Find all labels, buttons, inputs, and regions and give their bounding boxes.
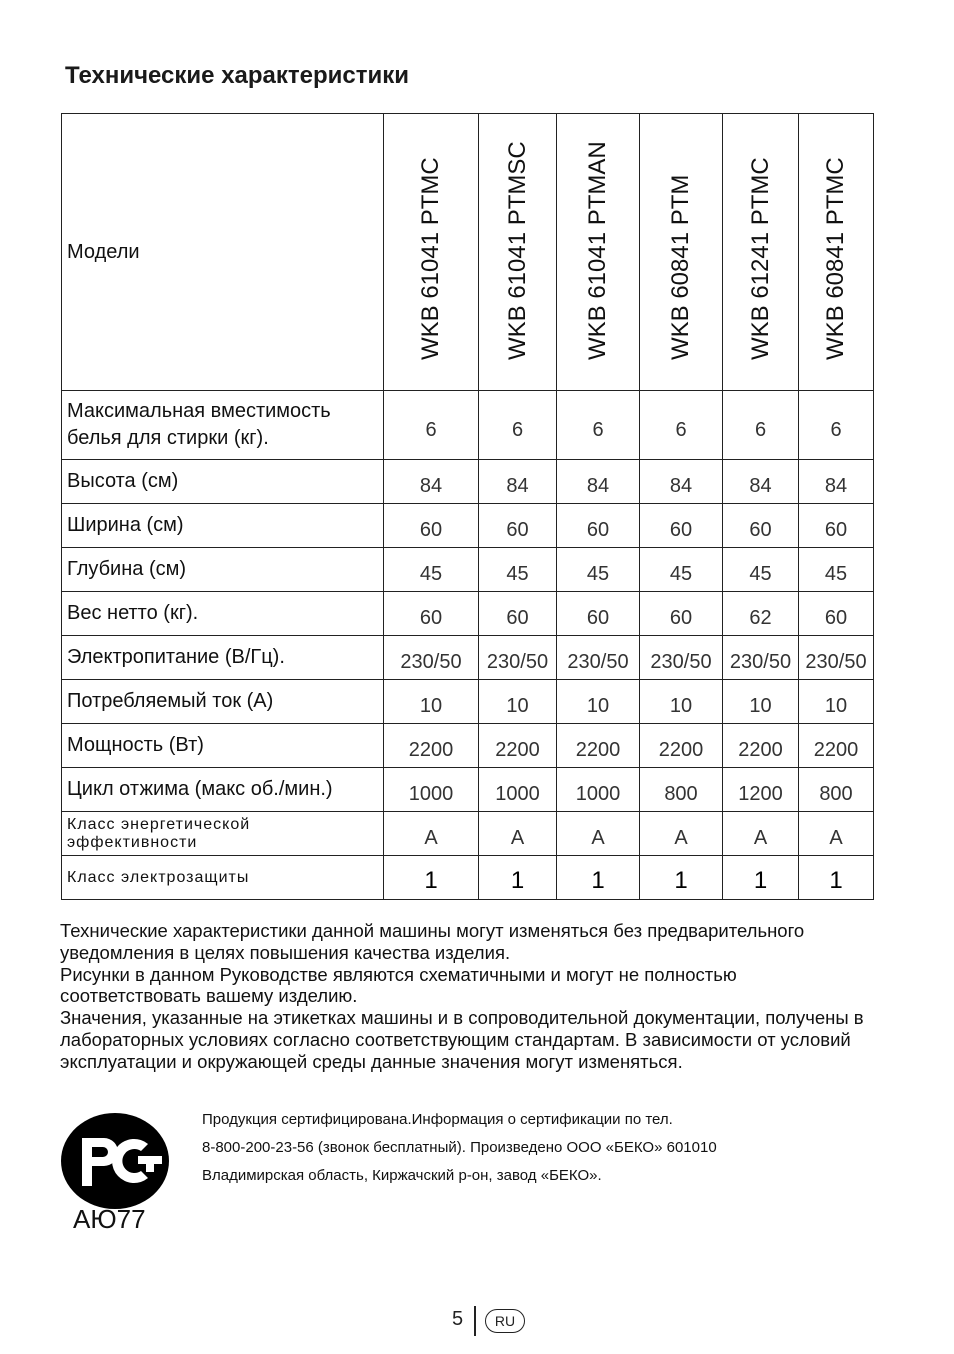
table-row [62,768,874,812]
cell-value: 1 [799,856,874,900]
table-row [62,460,874,504]
cell-value: 84 [799,460,874,504]
cell-value: 2200 [723,724,799,768]
table-row [62,680,874,724]
cell-value: 84 [557,460,640,504]
cell-value: 1 [640,856,723,900]
cell-value: 6 [723,391,799,460]
cell-value: 60 [799,504,874,548]
page-number: 5 [452,1308,464,1330]
cell-value: 2200 [799,724,874,768]
row-label: Высота (см) [62,460,384,504]
cell-value: 60 [384,592,479,636]
cell-value: 1000 [479,768,557,812]
certification-line: Владимирская область, Киржачский р-он, завод «БЕКО». [202,1167,602,1184]
cell-value: 84 [479,460,557,504]
cell-value: 230/50 [384,636,479,680]
cell-value: 1200 [723,768,799,812]
cell-value: A [384,812,479,856]
table-row [62,812,874,856]
certification-code: АЮ77 [73,1204,146,1234]
page-title: Технические характеристики [65,62,410,89]
model-name: WKB 60841 PTMC [822,157,849,360]
cell-value: 45 [799,548,874,592]
certification-line: 8-800-200-23-56 (звонок бесплатный). Произведено ООО «БЕКО» 601010 [202,1139,717,1156]
cell-value: A [799,812,874,856]
row-label: Класс электрозащиты [62,856,384,900]
cell-value: 2200 [479,724,557,768]
cell-value: A [640,812,723,856]
cell-value: A [557,812,640,856]
specifications-table [61,113,874,900]
cell-value: 60 [723,504,799,548]
cell-value: 230/50 [479,636,557,680]
table-row [62,636,874,680]
cell-value: 60 [384,504,479,548]
cell-value: 10 [723,680,799,724]
cell-value: A [723,812,799,856]
cell-value: 230/50 [640,636,723,680]
cell-value: 60 [479,504,557,548]
cell-value: 1 [479,856,557,900]
cell-value: 230/50 [723,636,799,680]
cell-value: 60 [640,504,723,548]
model-column-header [640,114,723,391]
cell-value: 45 [557,548,640,592]
cell-value: 1 [723,856,799,900]
cell-value: 1000 [384,768,479,812]
rostest-certification-icon [60,1112,170,1210]
cell-value: 62 [723,592,799,636]
table-row [62,391,874,460]
cell-value: A [479,812,557,856]
cell-value: 60 [557,504,640,548]
model-name: WKB 61041 PTMC [417,157,444,360]
note-paragraph: Технические характеристики данной машины могут изменяться без предварительного уведомления в целях повышения качества изделия. [60,920,805,963]
cell-value: 10 [479,680,557,724]
cell-value: 45 [640,548,723,592]
row-label: Вес нетто (кг). [62,592,384,636]
cell-value: 60 [479,592,557,636]
cell-value: 230/50 [799,636,874,680]
cell-value: 6 [479,391,557,460]
cell-value: 45 [723,548,799,592]
row-label: Класс энергетической эффективности [62,812,384,856]
cell-value: 6 [799,391,874,460]
certification-info [202,1106,717,1190]
cell-value: 2200 [557,724,640,768]
cell-value: 6 [557,391,640,460]
cell-value: 60 [640,592,723,636]
row-label: Мощность (Вт) [62,724,384,768]
cell-value: 1000 [557,768,640,812]
cell-value: 10 [799,680,874,724]
cell-value: 60 [799,592,874,636]
table-row [62,504,874,548]
model-column-header [479,114,557,391]
cell-value: 10 [557,680,640,724]
cell-value: 800 [799,768,874,812]
table-row [62,856,874,900]
cell-value: 84 [640,460,723,504]
cell-value: 6 [640,391,723,460]
cell-value: 2200 [640,724,723,768]
table-header-row [62,114,874,391]
row-label: Электропитание (В/Гц). [62,636,384,680]
cell-value: 84 [384,460,479,504]
cell-value: 6 [384,391,479,460]
note-paragraph: Значения, указанные на этикетках машины и в сопроводительной документации, получены в лабораторных условиях согласно соответствующим стандартам. В зависимости от условий эксплуатации и окружающей среды данные значения могут изменяться. [60,1007,864,1072]
cell-value: 1 [557,856,640,900]
row-label: Ширина (см) [62,504,384,548]
row-label: Максимальная вместимость белья для стирки (кг). [62,391,384,460]
technical-notes [60,920,880,1073]
cell-value: 10 [384,680,479,724]
table-row [62,548,874,592]
certification-line: Продукция сертифицирована.Информация о сертификации по тел. [202,1111,673,1128]
model-name: WKB 61241 PTMC [746,157,774,360]
cell-value: 1 [384,856,479,900]
cell-value: 45 [384,548,479,592]
cell-value: 84 [723,460,799,504]
cell-value: 2200 [384,724,479,768]
model-name: WKB 60841 PTM [667,174,694,360]
footer-divider [474,1306,476,1336]
model-column-header [384,114,479,391]
cell-value: 230/50 [557,636,640,680]
table-row [62,592,874,636]
row-label: Глубина (см) [62,548,384,592]
table-row [62,724,874,768]
row-label: Потребляемый ток (А) [62,680,384,724]
model-column-header [557,114,640,391]
cell-value: 800 [640,768,723,812]
model-column-header [799,114,874,391]
cell-value: 60 [557,592,640,636]
cell-value: 45 [479,548,557,592]
cell-value: 10 [640,680,723,724]
models-header-label: Модели [62,114,384,391]
note-paragraph: Рисунки в данном Руководстве являются схематичными и могут не полностью соответствовать вашему изделию. [60,963,737,1007]
row-label: Цикл отжима (макс об./мин.) [62,768,384,812]
model-column-header [723,114,799,391]
model-name: WKB 61041 PTMSC [503,141,531,360]
model-name: WKB 61041 PTMAN [584,141,611,360]
language-badge: RU [485,1309,525,1333]
